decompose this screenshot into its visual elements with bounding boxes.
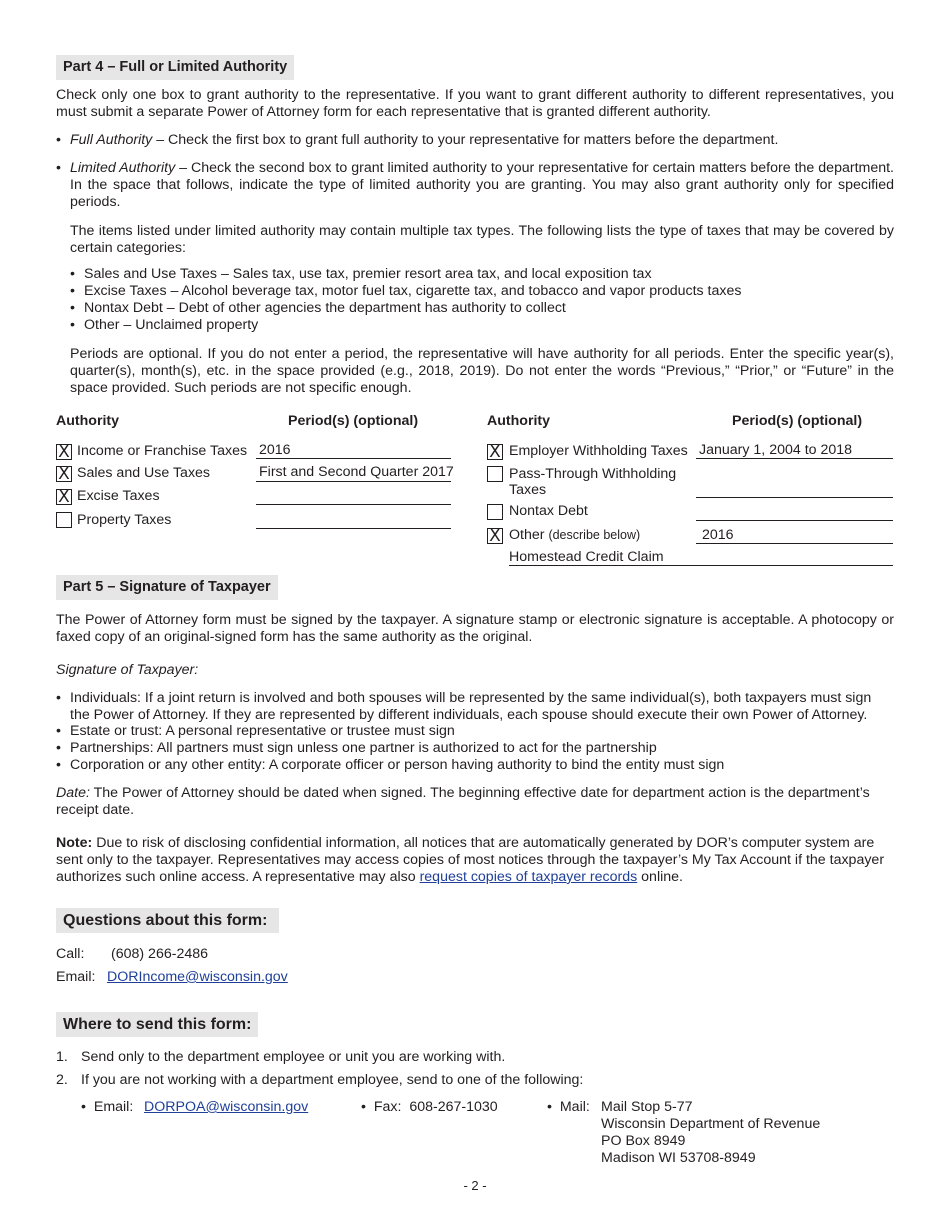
pass-through-period-line[interactable] (696, 497, 893, 498)
pass-through-checkbox[interactable] (487, 466, 503, 482)
property-checkbox[interactable] (56, 512, 72, 528)
col-authority-right: Authority (487, 413, 551, 429)
limited-authority-item: • Limited Authority – Check the second box to grant limited authority to your representative for certain matters before the department. In the space that follows, indicate the type of limited authority you are granting. You may also grant authority only for specified periods. (56, 160, 894, 210)
step1-number: 1. (56, 1049, 68, 1065)
step2-text: If you are not working with a department employee, send to one of the following: (81, 1072, 584, 1088)
part5-intro: The Power of Attorney form must be signed by the taxpayer. A signature stamp or electronic signature is acceptable. A photocopy or faxed copy of an original-signed form has the same authority as the original. (56, 612, 894, 645)
mail-line: Mail Stop 5-77 (601, 1099, 693, 1115)
send-fax-item: • Fax: 608-267-1030 (361, 1099, 498, 1115)
other-period-line (696, 543, 893, 544)
limited-authority-term: Limited Authority (70, 160, 176, 176)
col-authority-left: Authority (56, 413, 120, 429)
part4-header: Part 4 – Full or Limited Authority (56, 55, 294, 80)
fax-value: 608-267-1030 (409, 1099, 498, 1115)
pass-through-label: Pass-Through Withholding (509, 466, 677, 482)
request-records-link[interactable]: request copies of taxpayer records (419, 869, 638, 885)
other-period[interactable]: 2016 (702, 527, 734, 543)
page-number: - 2 - (463, 1178, 487, 1193)
income-franchise-checkbox[interactable]: X (56, 444, 72, 460)
employer-withholding-label: Employer Withholding Taxes (509, 443, 688, 459)
excise-period-line[interactable] (256, 504, 451, 505)
property-period-line[interactable] (256, 528, 451, 529)
signature-item: • Individuals: If a joint return is involved and both spouses will be represented by the same individual(s), both taxpayers must sign the Power of Attorney. If they are represented by different individuals, each spouse should execute their own Power of Attorney. (56, 690, 872, 723)
dor-poa-email-link[interactable]: DORPOA@wisconsin.gov (144, 1099, 309, 1115)
income-franchise-label: Income or Franchise Taxes (77, 443, 248, 459)
col-periods-left: Period(s) (optional) (288, 413, 419, 429)
signature-item: • Partnerships: All partners must sign unless one partner is authorized to act for the partnership (56, 740, 657, 756)
category-item: • Excise Taxes – Alcohol beverage tax, motor fuel tax, cigarette tax, and tobacco and vapor products taxes (70, 283, 742, 299)
income-franchise-period-line (256, 458, 451, 459)
send-mail-item: • Mail: (547, 1099, 590, 1115)
questions-header: Questions about this form: (56, 908, 279, 933)
excise-checkbox[interactable]: X (56, 489, 72, 505)
part4-intro: Check only one box to grant authority to the representative. If you want to grant different authority to different representatives, you must submit a separate Power of Attorney form for each representative that is granted different authority. (56, 87, 894, 120)
periods-text: Periods are optional. If you do not enter a period, the representative will have authority for all periods. Enter the specific year(s), quarter(s), month(s), etc. in the space provided (e.g., 2018, 2019). Do not enter the words “Previous,” “Prior,” or “Future” in the space provided. Such periods are not specific enough. (70, 346, 894, 396)
date-paragraph: Date: The Power of Attorney should be dated when signed. The beginning effective date for department action is the department’s receipt date. (56, 785, 870, 818)
employer-withholding-checkbox[interactable]: X (487, 444, 503, 460)
sales-use-period-line (256, 481, 451, 482)
other-checkbox[interactable]: X (487, 528, 503, 544)
call-value: (608) 266-2486 (111, 946, 209, 962)
nontax-debt-period-line[interactable] (696, 520, 893, 521)
category-item: • Other – Unclaimed property (70, 317, 259, 333)
nontax-debt-label: Nontax Debt (509, 503, 588, 519)
call-label: Call: (56, 946, 85, 962)
signature-label: Signature of Taxpayer: (56, 662, 199, 678)
category-item: • Nontax Debt – Debt of other agencies the department has authority to collect (70, 300, 566, 316)
excise-label: Excise Taxes (77, 488, 160, 504)
dor-income-email-link[interactable]: DORIncome@wisconsin.gov (107, 969, 288, 985)
col-periods-right: Period(s) (optional) (732, 413, 863, 429)
mail-line: Wisconsin Department of Revenue (601, 1116, 821, 1132)
part5-header: Part 5 – Signature of Taxpayer (56, 575, 278, 600)
sales-use-label: Sales and Use Taxes (77, 465, 211, 481)
mail-line: PO Box 8949 (601, 1133, 686, 1149)
step1-text: Send only to the department employee or unit you are working with. (81, 1049, 506, 1065)
income-franchise-period[interactable]: 2016 (259, 442, 291, 458)
signature-item: • Corporation or any other entity: A corporate officer or person having authority to bind the entity must sign (56, 757, 725, 773)
sales-use-checkbox[interactable]: X (56, 466, 72, 482)
sales-use-period[interactable]: First and Second Quarter 2017 (259, 464, 454, 480)
property-label: Property Taxes (77, 512, 172, 528)
signature-item: • Estate or trust: A personal representative or trustee must sign (56, 723, 455, 739)
send-header: Where to send this form: (56, 1012, 258, 1037)
full-authority-term: Full Authority (70, 132, 153, 148)
nontax-debt-checkbox[interactable] (487, 504, 503, 520)
other-label: Other (describe below) (509, 527, 641, 543)
pass-through-label-2: Taxes (509, 482, 547, 498)
employer-withholding-period[interactable]: January 1, 2004 to 2018 (699, 442, 853, 458)
other-description[interactable]: Homestead Credit Claim (509, 549, 664, 565)
email-label: Email: (56, 969, 96, 985)
employer-withholding-period-line (696, 458, 893, 459)
mail-line: Madison WI 53708-8949 (601, 1150, 756, 1166)
send-email-item: • Email: (81, 1099, 134, 1115)
category-item: • Sales and Use Taxes – Sales tax, use tax, premier resort area tax, and local exposition tax (70, 266, 652, 282)
other-description-line (509, 565, 893, 566)
items-intro: The items listed under limited authority may contain multiple tax types. The following lists the type of taxes that may be covered by certain categories: (70, 223, 894, 256)
note-paragraph: Note: Due to risk of disclosing confidential information, all notices that are automatically generated by DOR’s computer system are sent only to the taxpayer. Representatives may access copies of most notices through the taxpayer’s My Tax Account if the taxpayer authorizes such online access. A representative may also request copies of taxpayer records online. (56, 835, 885, 885)
full-authority-item: • Full Authority – Check the first box to grant full authority to your representative for matters before the department. (56, 132, 779, 148)
step2-number: 2. (56, 1072, 68, 1088)
